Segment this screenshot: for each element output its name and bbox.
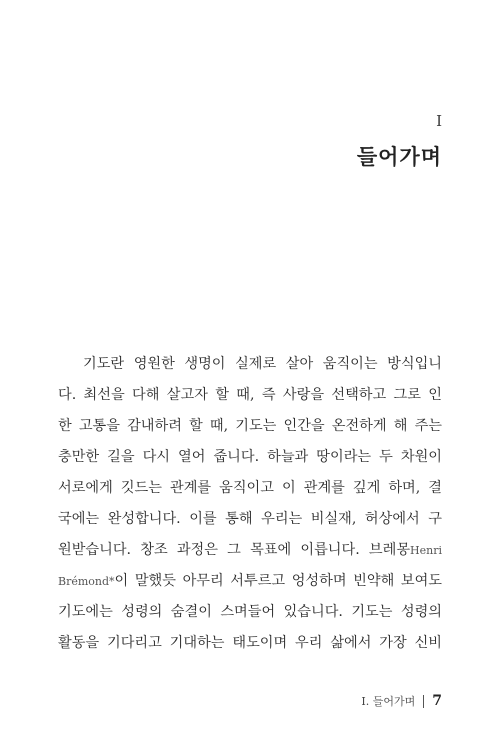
- running-head: I. 들어가며: [361, 695, 416, 708]
- page-footer: [361, 693, 442, 709]
- chapter-title: 들어가며: [356, 145, 442, 169]
- text-segment: 원받습니다. 창조 과정은 그 목표에 이릅니다. 브레몽: [58, 542, 411, 558]
- text-line: 활동을 기다리고 기대하는 태도이며 우리 삶에서 가장 신비: [58, 635, 442, 651]
- text-line-with-name: [58, 566, 442, 597]
- latin-name-henri: Henri: [410, 544, 442, 557]
- text-line: 국에는 완성합니다. 이를 통해 우리는 비실재, 허상에서 구: [58, 511, 442, 527]
- latin-name-bremond: Brémond*: [58, 575, 115, 588]
- text-line: 다. 최선을 다해 살고자 할 때, 즉 사랑을 선택하고 그로 인: [58, 387, 442, 403]
- text-line: 한 고통을 감내하려 할 때, 기도는 인간을 온전하게 해 주는: [58, 418, 442, 434]
- text-line: 서로에게 깃드는 관계를 움직이고 이 관계를 깊게 하며, 결: [58, 480, 442, 496]
- text-line: 기도란 영원한 생명이 실제로 살아 움직이는 방식입니: [83, 356, 442, 372]
- page-number: 7: [432, 693, 442, 709]
- text-line-with-name: [58, 535, 442, 566]
- text-segment: 이 말했듯 아무리 서투르고 엉성하며 빈약해 보여도: [114, 573, 442, 589]
- body-text: [58, 349, 442, 659]
- text-line: 충만한 길을 다시 열어 줍니다. 하늘과 땅이라는 두 차원이: [58, 449, 442, 465]
- chapter-number: I: [436, 112, 442, 130]
- footer-divider: [423, 695, 424, 708]
- text-line: 기도에는 성령의 숨결이 스며들어 있습니다. 기도는 성령의: [58, 604, 442, 620]
